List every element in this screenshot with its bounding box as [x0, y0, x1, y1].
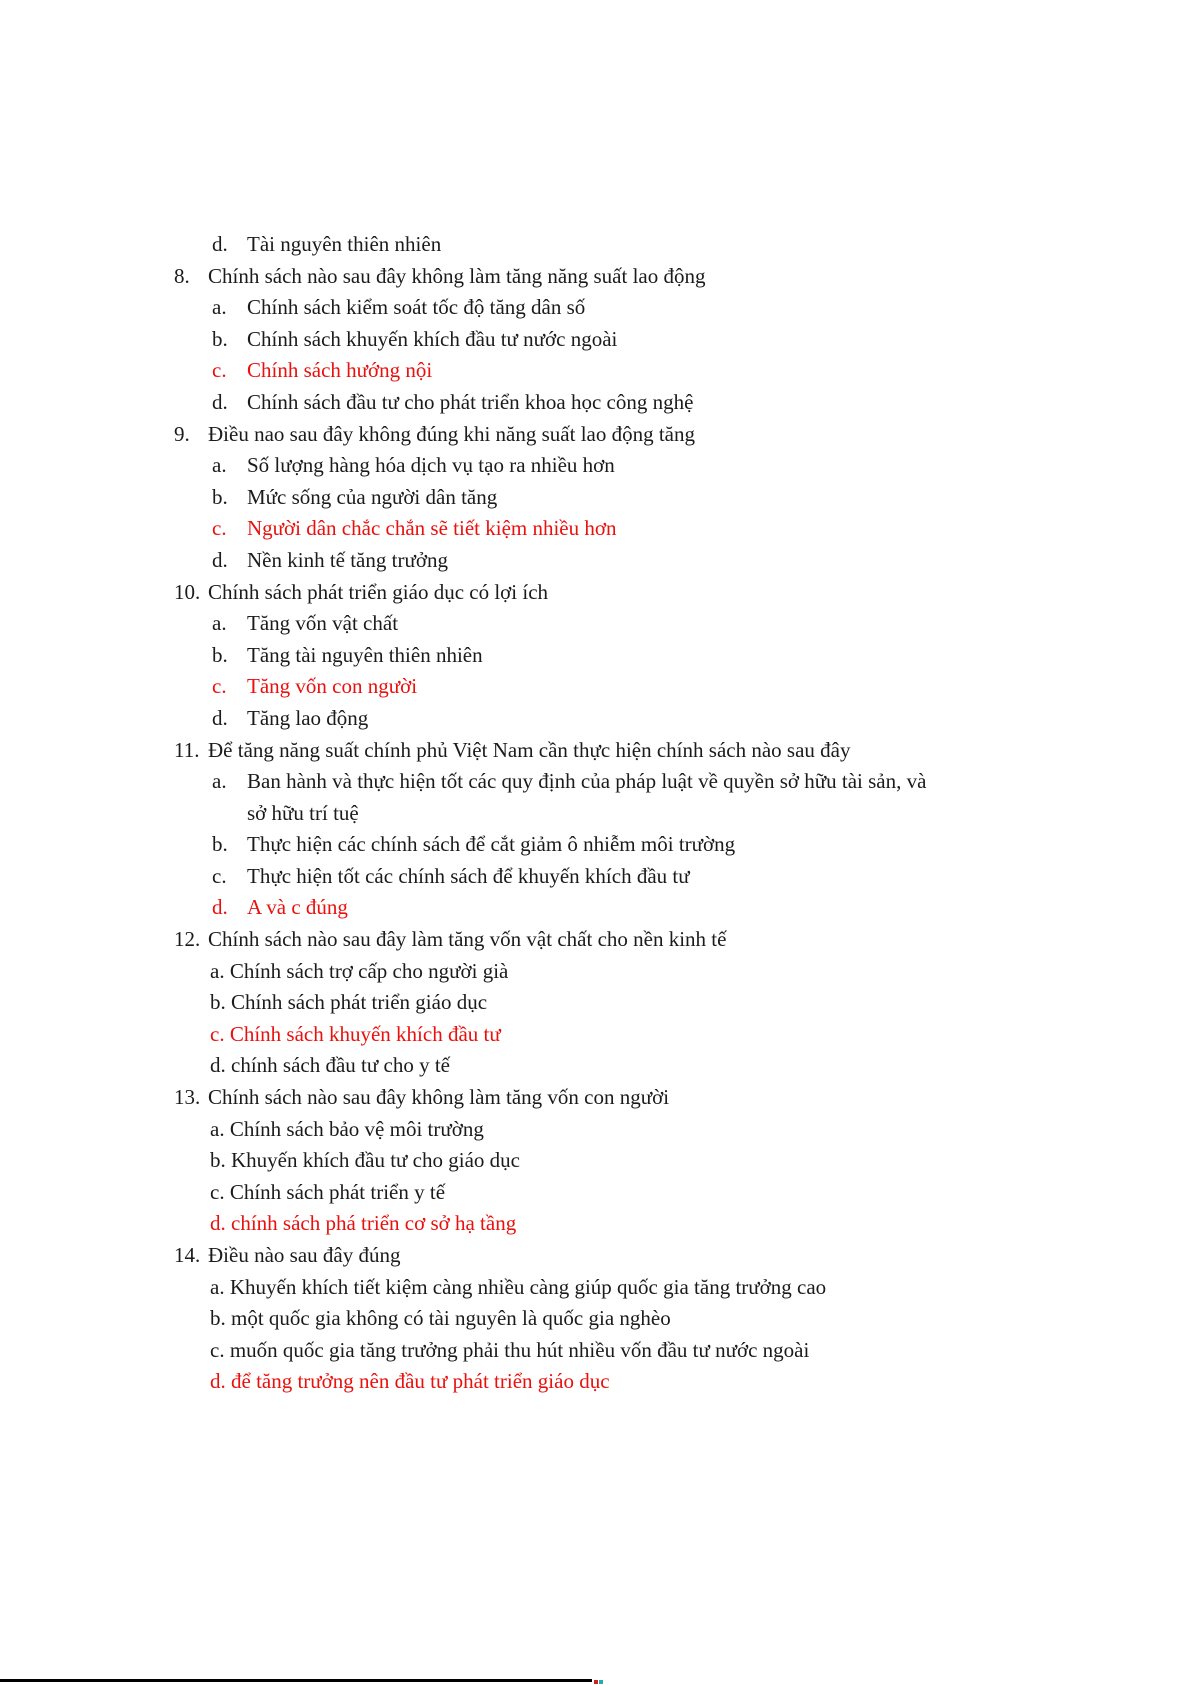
option-letter: c.: [210, 1337, 225, 1362]
option-line: [0, 1114, 1191, 1146]
option-letter: d.: [212, 232, 228, 256]
option-text: Khuyến khích đầu tư cho giáo dục: [231, 1148, 520, 1173]
option-letter: c.: [212, 863, 227, 888]
option-text: Thực hiện tốt các chính sách để khuyến khích đầu tư: [247, 863, 690, 888]
question-line: [0, 1240, 1191, 1272]
option-text: Tăng tài nguyên thiên nhiên: [247, 642, 483, 667]
option-letter: a.: [212, 611, 227, 636]
option-text: để tăng trưởng nên đầu tư phát triển giáo dục: [231, 1369, 610, 1394]
question-text: Để tăng năng suất chính phủ Việt Nam cần thực hiện chính sách nào sau đây: [208, 737, 851, 762]
option-letter: a.: [210, 1274, 225, 1299]
option-letter: b.: [210, 1148, 226, 1173]
option-letter: d.: [210, 1053, 226, 1078]
option-line: [0, 1303, 1191, 1335]
question-text: Chính sách nào sau đây làm tăng vốn vật chất cho nền kinh tế: [208, 927, 727, 952]
question-line: [0, 1082, 1191, 1114]
option-line: [0, 324, 1191, 356]
option-text: A và c đúng: [247, 895, 348, 920]
option-letter: a.: [212, 769, 227, 794]
question-line: [0, 419, 1191, 451]
question-text: Chính sách phát triển giáo dục có lợi ích: [208, 579, 549, 604]
option-line: [0, 482, 1191, 514]
option-text: Chính sách trợ cấp cho người già: [229, 958, 509, 983]
option-line: [0, 1366, 1191, 1398]
option-letter: d.: [210, 1369, 226, 1394]
option-letter: a.: [212, 453, 227, 478]
option-line: [0, 292, 1191, 324]
option-text: chính sách phá triển cơ sở hạ tầng: [231, 1211, 517, 1236]
option-line: [0, 545, 1191, 577]
option-text: Chính sách hướng nội: [247, 358, 433, 383]
option-text: Chính sách phát triển giáo dục: [231, 990, 488, 1015]
option-text: chính sách đầu tư cho y tế: [231, 1053, 450, 1078]
option-letter: c.: [210, 1021, 225, 1046]
option-line: [0, 956, 1191, 988]
document-content: [0, 229, 1191, 1398]
question-line: [0, 261, 1191, 293]
option-line: [0, 987, 1191, 1019]
option-line: [0, 861, 1191, 893]
option-line: [0, 450, 1191, 482]
question-line: [0, 735, 1191, 767]
option-line: [0, 1050, 1191, 1082]
option-line: [0, 640, 1191, 672]
option-letter: c.: [212, 516, 227, 541]
option-text: Chính sách đầu tư cho phát triển khoa học công nghệ: [247, 389, 694, 414]
question-text: Điều nào sau đây đúng: [208, 1243, 401, 1267]
option-text: một quốc gia không có tài nguyên là quốc gia nghèo: [231, 1306, 671, 1331]
question-number: 10.: [174, 579, 201, 604]
option-letter: c.: [212, 358, 227, 383]
question-number: 14.: [174, 1243, 201, 1267]
option-text: Người dân chắc chắn sẽ tiết kiệm nhiều hơn: [247, 516, 617, 541]
option-line: [0, 1019, 1191, 1051]
option-text: Tăng vốn vật chất: [247, 611, 399, 636]
option-text: Nền kinh tế tăng trưởng: [247, 547, 448, 572]
option-text: Tài nguyên thiên nhiên: [247, 232, 442, 256]
option-text: Ban hành và thực hiện tốt các quy định của pháp luật về quyền sở hữu tài sản, và: [247, 769, 927, 794]
option-text: muốn quốc gia tăng trưởng phải thu hút nhiều vốn đầu tư nước ngoài: [229, 1337, 810, 1362]
option-letter: b.: [212, 484, 228, 509]
continuation-line: [0, 798, 1191, 830]
question-line: [0, 924, 1191, 956]
question-text: Chính sách nào sau đây không làm tăng vốn con người: [208, 1085, 670, 1110]
option-text: Mức sống của người dân tăng: [247, 484, 498, 509]
question-line: [0, 577, 1191, 609]
option-line: [0, 387, 1191, 419]
option-letter: b.: [210, 1306, 226, 1331]
option-text: Số lượng hàng hóa dịch vụ tạo ra nhiều hơn: [247, 453, 615, 478]
option-line: [0, 766, 1191, 798]
option-text: Chính sách khuyến khích đầu tư nước ngoài: [247, 326, 618, 351]
option-letter: d.: [210, 1211, 226, 1236]
option-letter: a.: [210, 1116, 225, 1141]
option-letter: a.: [210, 958, 225, 983]
option-text: Tăng vốn con người: [247, 674, 418, 699]
option-line: [0, 1335, 1191, 1367]
option-letter: c.: [210, 1179, 225, 1204]
option-letter: b.: [212, 832, 228, 857]
option-letter: b.: [210, 990, 226, 1015]
option-line: [0, 608, 1191, 640]
option-letter: d.: [212, 389, 228, 414]
option-line: [0, 1208, 1191, 1240]
option-letter: b.: [212, 326, 228, 351]
option-letter: d.: [212, 547, 228, 572]
bottom-red-mark: [594, 1680, 598, 1684]
option-text: Chính sách bảo vệ môi trường: [229, 1116, 484, 1141]
option-line: [0, 1177, 1191, 1209]
option-line: [0, 1272, 1191, 1304]
option-letter: b.: [212, 642, 228, 667]
option-text-continued: sở hữu trí tuệ: [247, 800, 359, 825]
option-letter: a.: [212, 295, 227, 320]
option-line: [0, 229, 1191, 261]
question-number: 12.: [174, 927, 201, 952]
option-line: [0, 1145, 1191, 1177]
question-number: 13.: [174, 1085, 201, 1110]
option-letter: c.: [212, 674, 227, 699]
option-text: Thực hiện các chính sách để cắt giảm ô nhiễm môi trường: [247, 832, 736, 857]
option-text: Chính sách kiểm soát tốc độ tăng dân số: [247, 295, 586, 320]
question-text: Chính sách nào sau đây không làm tăng năng suất lao động: [208, 263, 706, 288]
option-letter: d.: [212, 895, 228, 920]
question-text: Điều nao sau đây không đúng khi năng suất lao động tăng: [208, 421, 695, 446]
option-text: Chính sách khuyến khích đầu tư: [229, 1021, 501, 1046]
question-number: 9.: [174, 421, 190, 446]
option-line: [0, 892, 1191, 924]
bottom-teal-mark: [599, 1680, 603, 1684]
option-line: [0, 513, 1191, 545]
option-line: [0, 829, 1191, 861]
option-line: [0, 671, 1191, 703]
page-bottom-rule: [0, 1679, 592, 1682]
option-text: Tăng lao động: [247, 705, 369, 730]
option-text: Chính sách phát triển y tế: [229, 1179, 446, 1204]
option-text: Khuyến khích tiết kiệm càng nhiều càng giúp quốc gia tăng trưởng cao: [229, 1274, 827, 1299]
option-line: [0, 355, 1191, 387]
option-letter: d.: [212, 705, 228, 730]
option-line: [0, 703, 1191, 735]
question-number: 11.: [174, 737, 200, 762]
question-number: 8.: [174, 263, 190, 288]
